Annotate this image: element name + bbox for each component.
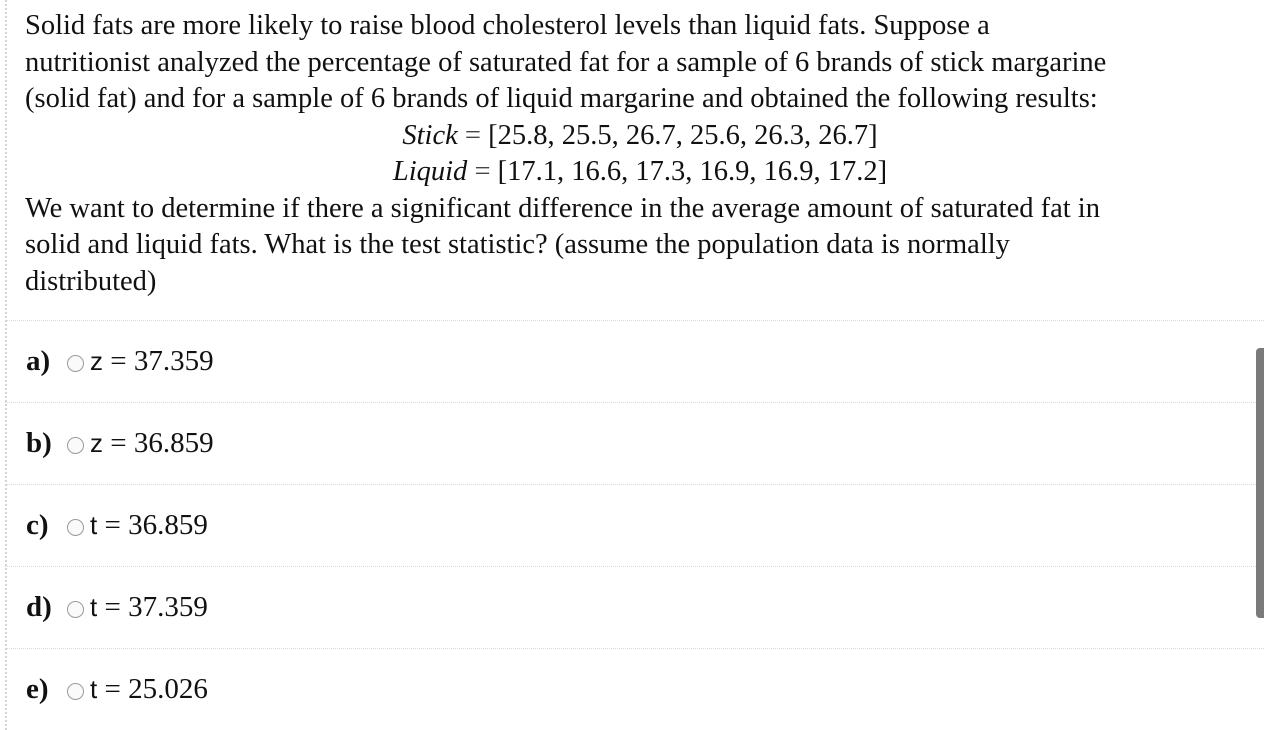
formula-stick bbox=[25, 118, 1255, 155]
option-letter: b) bbox=[26, 427, 52, 459]
formula-values: [17.1, 16.6, 17.3, 16.9, 16.9, 17.2] bbox=[497, 156, 888, 187]
option-value: = 37.359 bbox=[104, 591, 208, 623]
option-variable: z bbox=[90, 428, 103, 458]
option-b[interactable] bbox=[0, 403, 1264, 484]
formula-liquid bbox=[25, 154, 1255, 191]
option-letter: d) bbox=[26, 591, 52, 623]
option-variable: t bbox=[90, 510, 98, 540]
option-letter: e) bbox=[26, 673, 49, 705]
option-text bbox=[90, 591, 208, 624]
option-d[interactable] bbox=[0, 567, 1264, 648]
question-line: Solid fats are more likely to raise blood cholesterol levels than liquid fats. Suppose a bbox=[25, 10, 990, 41]
formula-variable: Liquid bbox=[392, 156, 468, 187]
option-variable: t bbox=[90, 592, 98, 622]
option-value: = 37.359 bbox=[110, 345, 214, 377]
option-variable: z bbox=[90, 346, 103, 376]
question-line: (solid fat) and for a sample of 6 brands of liquid margarine and obtained the following results: bbox=[25, 83, 1098, 114]
question-line: solid and liquid fats. What is the test statistic? (assume the population data is normally bbox=[25, 229, 1010, 260]
radio-button[interactable] bbox=[67, 355, 84, 372]
option-text bbox=[90, 427, 214, 460]
option-value: = 36.859 bbox=[104, 509, 208, 541]
formula-equals: = bbox=[464, 119, 481, 151]
radio-button[interactable] bbox=[67, 683, 84, 700]
option-text bbox=[90, 345, 214, 378]
formula-values: [25.8, 25.5, 26.7, 25.6, 26.3, 26.7] bbox=[488, 119, 878, 151]
answer-options bbox=[0, 320, 1264, 730]
question-line: distributed) bbox=[25, 265, 157, 297]
option-text bbox=[90, 509, 208, 542]
question-text bbox=[25, 8, 1255, 300]
option-value: = 25.026 bbox=[104, 673, 208, 705]
question-line: nutritionist analyzed the percentage of saturated fat for a sample of 6 brands of stick margarine bbox=[25, 46, 1107, 78]
option-letter: c) bbox=[26, 509, 49, 541]
radio-button[interactable] bbox=[67, 519, 84, 536]
scrollbar-thumb[interactable] bbox=[1256, 348, 1264, 618]
option-text bbox=[90, 673, 208, 706]
question-line: We want to determine if there a significant difference in the average amount of saturated fat in bbox=[25, 192, 1100, 224]
option-c[interactable] bbox=[0, 485, 1264, 566]
option-a[interactable] bbox=[0, 321, 1264, 402]
radio-button[interactable] bbox=[67, 437, 84, 454]
option-e[interactable] bbox=[0, 649, 1264, 730]
radio-button[interactable] bbox=[67, 601, 84, 618]
option-letter: a) bbox=[26, 345, 51, 377]
option-variable: t bbox=[90, 674, 98, 704]
option-value: = 36.859 bbox=[110, 427, 214, 459]
formula-equals: = bbox=[474, 156, 491, 187]
formula-variable: Stick bbox=[402, 119, 458, 151]
